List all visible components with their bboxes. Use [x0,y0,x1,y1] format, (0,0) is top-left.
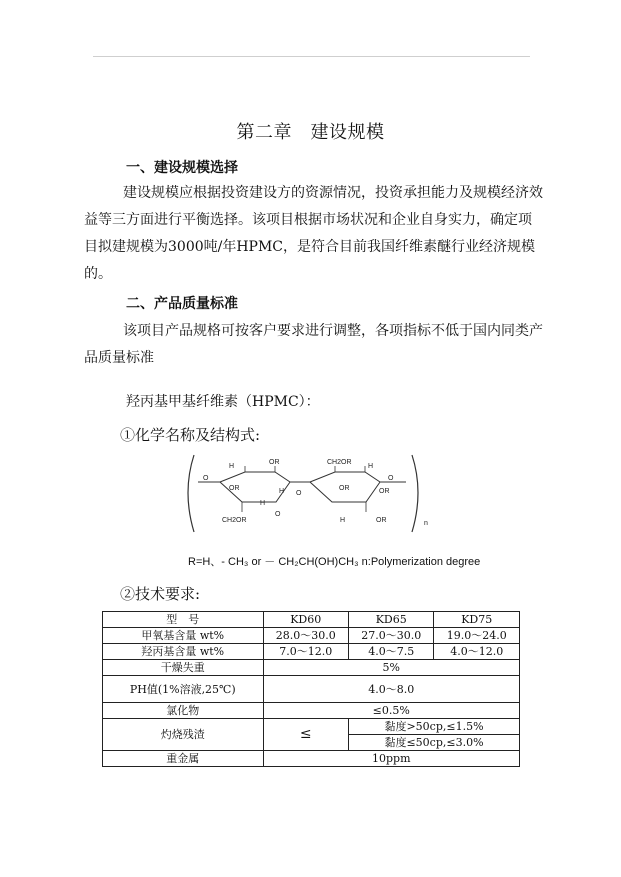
table-row [103,660,520,676]
label-o: O [203,475,209,482]
table-row [103,719,520,735]
table-cell: KD65 [348,612,433,628]
label-h: H [340,517,346,524]
structure-caption: R=H、- CH₃ or － CH₂CH(OH)CH₃ n:Polymerization degree [188,556,481,568]
table-cell: ≤ [263,719,348,751]
spec-table [102,611,520,767]
label-or: OR [269,459,280,466]
table-row [103,644,520,660]
table-cell: 干燥失重 [103,660,264,676]
table-row [103,703,520,719]
table-cell: 19.0～24.0 [434,628,520,644]
table-cell: 7.0～12.0 [263,644,348,660]
table-header-row [103,612,520,628]
label-o: O [296,490,302,497]
table-cell: 黏度>50cp,≤1.5% [348,719,519,735]
table-cell: 10ppm [263,751,520,767]
label-h: H [260,500,266,507]
table-cell: KD60 [263,612,348,628]
left-bracket [188,455,194,532]
label-h: H [279,488,285,495]
table-cell: 甲氧基含量 wt% [103,628,264,644]
table-cell: 重金属 [103,751,264,767]
table-cell: 28.0～30.0 [263,628,348,644]
label-ch2or: CH2OR [222,517,247,524]
header-rule [93,56,530,57]
table-cell: 型 号 [103,612,264,628]
label-or: OR [339,485,350,492]
label-or: OR [376,517,387,524]
paragraph-quality: 该项目产品规格可按客户要求进行调整，各项指标不低于国内同类产品质量标准 [84,323,543,366]
table-cell: 氯化物 [103,703,264,719]
table-cell: 27.0～30.0 [348,628,433,644]
table-row [103,751,520,767]
table-row [103,628,520,644]
label-h: H [229,463,235,470]
item-chemical-structure: ①化学名称及结构式: [120,426,261,444]
paragraph-scale: 建设规模应根据投资建设方的资源情况，投资承担能力及规模经济效益等三方面进行平衡选择。该项目根据市场状况和企业自身实力，确定项目拟建规模为3000吨/年HPMC，是符合目前我国纤维素醚行业经济规模的。 [84,185,543,282]
table-cell: 4.0～12.0 [434,644,520,660]
table-cell: ≤0.5% [263,703,520,719]
hpmc-structure-diagram [180,452,435,544]
label-o: O [388,475,394,482]
section-heading-quality: 二、产品质量标准 [126,296,238,312]
label-or: OR [229,485,240,492]
table-cell: 4.0～8.0 [263,676,520,703]
table-row [103,676,520,703]
table-cell: 灼烧残渣 [103,719,264,751]
right-bracket [412,455,418,532]
table-cell: 4.0～7.5 [348,644,433,660]
table-cell: 羟丙基含量 wt% [103,644,264,660]
item-technical-requirements: ②技术要求: [120,585,201,603]
product-name: 羟丙基甲基纤维素（HPMC）： [126,394,320,410]
table-cell: KD75 [434,612,520,628]
table-cell: 黏度≤50cp,≤3.0% [348,735,519,751]
section-heading-scale: 一、建设规模选择 [126,160,238,176]
table-cell: PH值(1%溶液,25℃) [103,676,264,703]
label-o: O [275,511,281,518]
label-or: OR [379,488,390,495]
label-h: H [368,463,374,470]
table-cell: 5% [263,660,520,676]
chapter-title: 第二章 建设规模 [236,122,385,143]
label-ch2or: CH2OR [327,459,352,466]
label-n: n [424,520,428,527]
